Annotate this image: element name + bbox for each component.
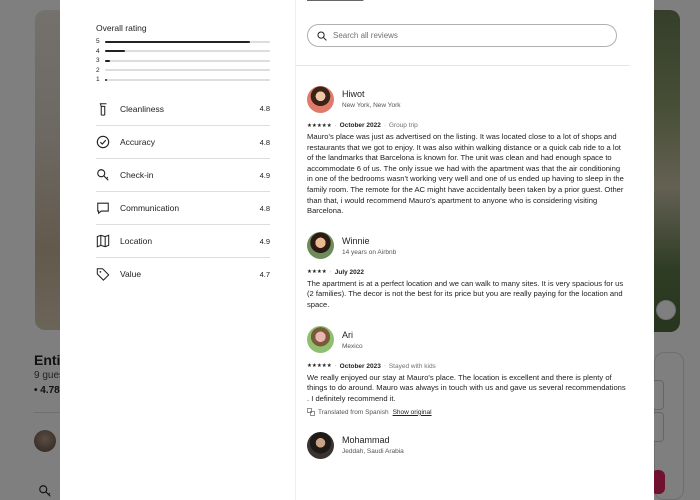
column-divider	[295, 0, 296, 500]
reviewer-location: 14 years on Airbnb	[342, 248, 397, 256]
category-score: 4.8	[259, 104, 270, 113]
tag-icon	[96, 267, 110, 281]
separator: ·	[334, 363, 337, 370]
map-icon	[96, 234, 110, 248]
rating-bar-track	[105, 41, 270, 43]
reviewer-avatar[interactable]	[307, 432, 334, 459]
reviewer-name: Ari	[342, 329, 353, 340]
category-label: Value	[120, 269, 142, 279]
category-ratings	[96, 92, 270, 290]
trip-type: Group trip	[388, 122, 418, 129]
rating-bar-fill	[105, 60, 110, 62]
rating-bar-row	[96, 75, 270, 85]
separator: ·	[329, 269, 332, 276]
rating-bar-row	[96, 37, 270, 47]
review-list	[307, 84, 627, 474]
category-label: Location	[120, 236, 153, 246]
review-text: We really enjoyed our stay at Mauro's place. The location is excellent and there is plenty of things to do around. Mauro was always in touch with us and gave us several recommendations . I definitely recommend it.	[307, 372, 626, 403]
separator: ·	[383, 363, 386, 370]
translation-note	[307, 408, 627, 416]
reviewer-avatar[interactable]	[307, 326, 334, 353]
overall-rating-title: Overall rating	[96, 23, 147, 33]
reviewer-name: Hiwot	[342, 89, 365, 99]
rating-bar-label: 2	[96, 66, 100, 74]
reviews-modal	[60, 0, 654, 500]
reviewer-avatar[interactable]	[307, 86, 334, 113]
category-check-in	[96, 158, 270, 191]
translated-label: Translated from Spanish	[318, 408, 389, 416]
search-icon	[317, 31, 327, 41]
rating-bar-label: 5	[96, 38, 100, 46]
separator: ·	[334, 122, 337, 129]
review-item	[307, 325, 627, 417]
category-score: 4.7	[259, 269, 270, 279]
category-cleanliness	[96, 92, 270, 125]
translate-icon	[307, 408, 315, 416]
rating-bar-row	[96, 47, 270, 57]
reviewer-location: Mexico	[342, 342, 363, 350]
category-label: Check-in	[120, 170, 154, 180]
key-icon	[96, 168, 110, 182]
rating-distribution	[96, 37, 270, 85]
category-score: 4.9	[259, 236, 270, 246]
category-value	[96, 257, 270, 290]
search-divider	[296, 65, 630, 66]
reviewer-name: Winnie	[342, 235, 370, 246]
review-item	[307, 430, 627, 460]
rating-bar-row	[96, 56, 270, 66]
message-icon	[96, 201, 110, 215]
review-text: The apartment is at a perfect location and we can walk to many sites. It is very spacious for us (2 families). The decor is not the best for its price but you are really paying for the location and space.	[307, 278, 624, 309]
show-original-link[interactable]: Show original	[392, 408, 432, 416]
category-communication	[96, 191, 270, 224]
separator: ·	[383, 122, 386, 129]
review-text: Mauro's place was just as advertised on the listing. It was located close to a lot of shops and restaurants that we got to enjoy. It was also within walking distance or a quick cab ride to a lot of the landmarks that Barcelona is known for. The unit was clean and had enough space to accommodate 6 of us. The only issue we had with the apartment was that the air conditioning in one of the bedrooms wasn't working very well and one of us ended up having to sleep in the family room. The remote for the AC might have accidentally been taken by a prior guest. Other than that, i would recommend Mauro's apartment to anyone who is considering visiting Barcelona.	[307, 132, 624, 216]
star-rating: ★★★★★	[307, 122, 332, 129]
review-date: October 2022	[339, 122, 381, 129]
reviewer-location: New York, New York	[342, 102, 401, 109]
rating-bar-track	[105, 69, 270, 71]
category-score: 4.8	[259, 137, 270, 147]
category-score: 4.8	[259, 203, 270, 213]
reviewer-location: Jeddah, Saudi Arabia	[342, 448, 404, 456]
category-label: Communication	[120, 203, 180, 213]
rating-bar-fill	[105, 79, 107, 81]
category-accuracy	[96, 125, 270, 158]
trip-type: Stayed with kids	[388, 362, 436, 370]
reviewer-name: Mohammad	[342, 435, 390, 446]
rating-bar-track	[105, 79, 270, 81]
rating-bar-track	[105, 50, 270, 52]
review-item	[307, 84, 627, 217]
review-date: October 2023	[339, 362, 381, 370]
rating-bar-track	[105, 60, 270, 62]
category-label: Cleanliness	[120, 103, 164, 114]
category-score: 4.9	[259, 170, 270, 180]
rating-bar-row	[96, 66, 270, 76]
star-rating: ★★★★★	[307, 363, 332, 370]
review-item	[307, 231, 627, 311]
rating-bar-label: 3	[96, 57, 100, 65]
category-location	[96, 224, 270, 257]
search-input[interactable]	[333, 31, 603, 40]
how-reviews-work-link[interactable]	[307, 0, 363, 1]
search-box[interactable]	[307, 24, 617, 47]
review-date: July 2022	[334, 268, 365, 276]
star-rating: ★★★★	[307, 269, 327, 276]
spray-bottle-icon	[96, 102, 110, 116]
rating-bar-label: 1	[96, 76, 100, 84]
rating-bar-label: 4	[96, 47, 100, 55]
category-label: Accuracy	[120, 137, 155, 147]
check-circle-icon	[96, 135, 110, 149]
reviewer-avatar[interactable]	[307, 232, 334, 259]
rating-bar-fill	[105, 50, 125, 52]
rating-bar-fill	[105, 41, 250, 43]
